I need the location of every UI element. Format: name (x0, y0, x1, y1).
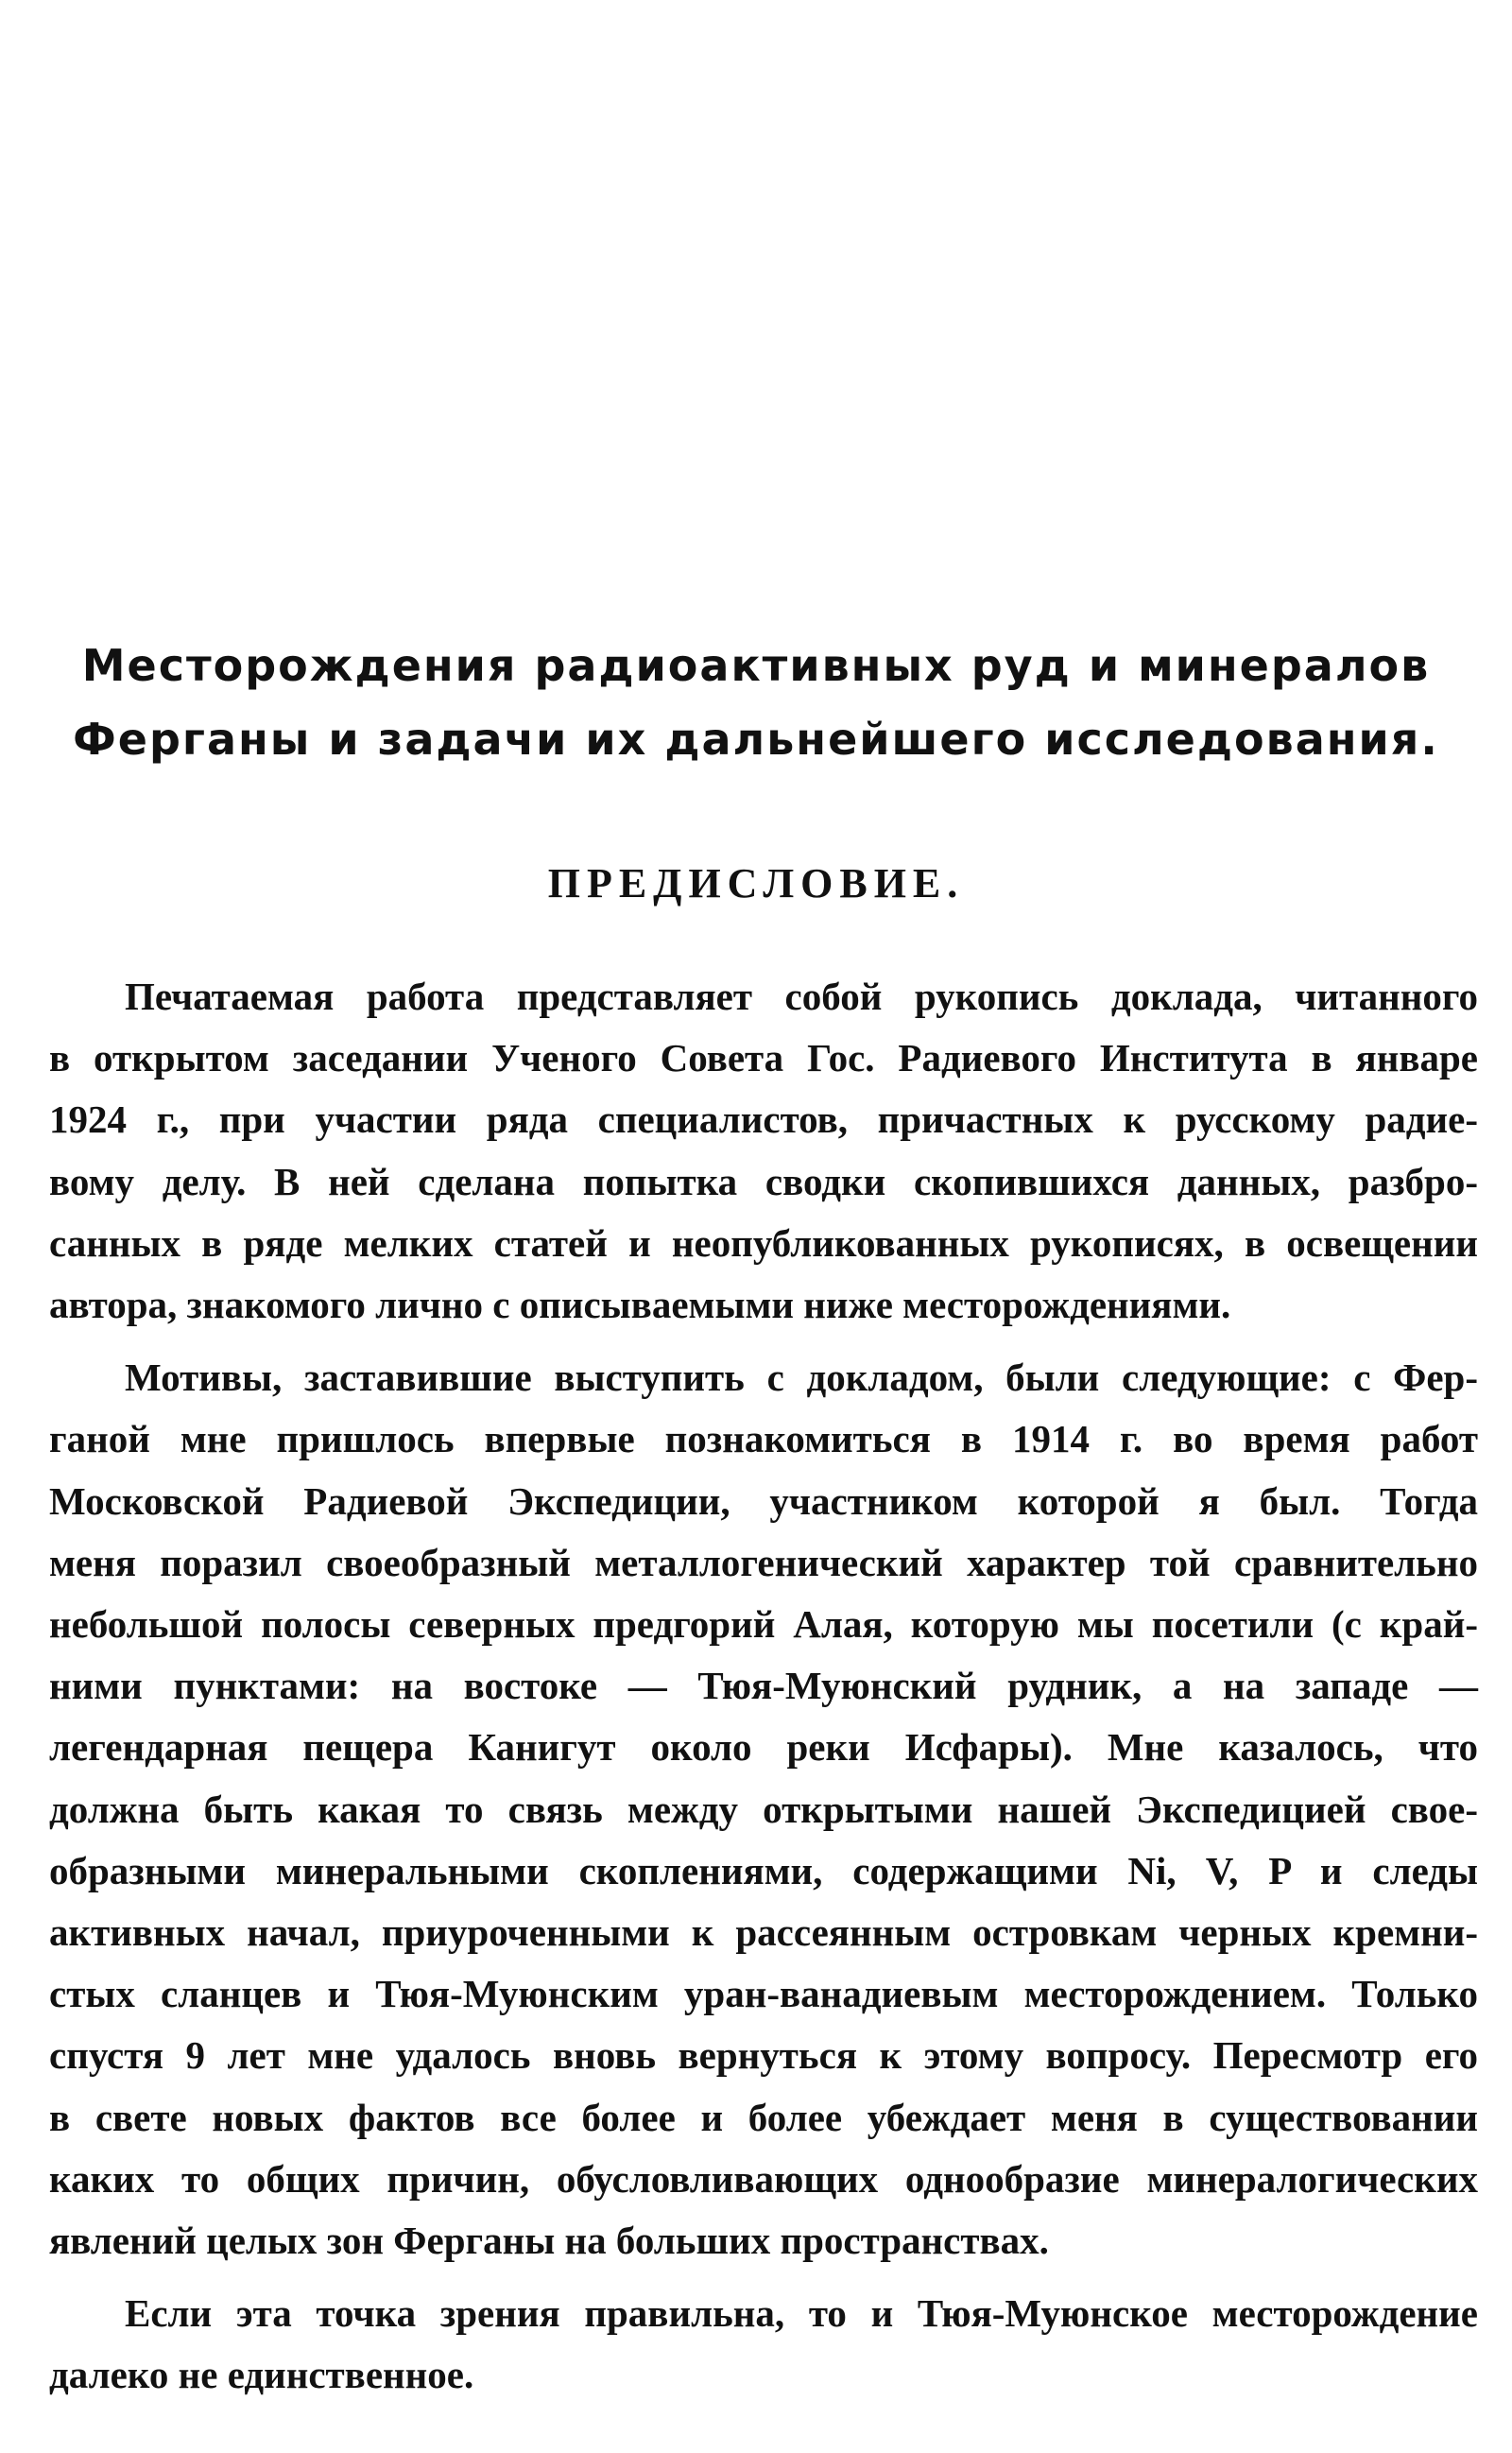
text-line: Московской Радиевой Экспедиции, участником которой я был. Тогда (49, 1478, 1478, 1523)
text-line: Мотивы, заставившие выступить с докладом, были следующие: с Фер- (125, 1356, 1478, 1400)
text-line: явлений целых зон Ферганы на больших пространствах. (49, 2219, 1049, 2263)
text-line: далеко не единственное. (49, 2353, 474, 2397)
text-line: ганой мне пришлось впервые познакомиться в 1914 г. во время работ (49, 1417, 1478, 1461)
text-line: стых сланцев и Тюя-Муюнским уран-ванадиевым месторождением. Только (49, 1972, 1478, 2016)
title-line-1: Месторождения радиоактивных руд и минералов (81, 640, 1431, 691)
title-line-2: Ферганы и задачи их дальнейшего исследования. (73, 714, 1439, 765)
text-line: каких то общих причин, обусловливающих однообразие минералогических (49, 2156, 1478, 2201)
text-line: спустя 9 лет мне удалось вновь вернуться к этому вопросу. Пересмотр его (49, 2033, 1478, 2078)
text-line: активных начал, приуроченными к рассеянным островкам черных кремни- (49, 1910, 1478, 1955)
text-line: в открытом заседании Ученого Совета Гос. Радиевого Института в январе (49, 1036, 1478, 1080)
text-line: Если эта точка зрения правильна, то и Тюя-Муюнское месторождение (125, 2291, 1478, 2336)
text-line: санных в ряде мелких статей и неопубликованных рукописях, в освещении (49, 1220, 1478, 1265)
text-line: легендарная пещера Канигут около реки Исфары). Мне казалось, что (49, 1725, 1478, 1770)
paragraph-3 (49, 2283, 1478, 2406)
text-line: вому делу. В ней сделана попытка сводки скопившихся данных, разбро- (49, 1159, 1478, 1203)
text-line: небольшой полосы северных предгорий Алая, которую мы посетили (с край- (49, 1602, 1478, 1647)
text-line: 1924 г., при участии ряда специалистов, причастных к русскому радие- (49, 1097, 1478, 1142)
document-title (38, 629, 1474, 776)
text-line: должна быть какая то связь между открытыми нашей Экспедицией свое- (49, 1787, 1478, 1831)
text-line: ними пунктами: на востоке — Тюя-Муюнский рудник, а на западе — (49, 1664, 1478, 1708)
paragraph-1 (49, 966, 1478, 1336)
text-line: Печатаемая работа представляет собой рукопись доклада, читанного (125, 975, 1478, 1018)
text-line: меня поразил своеобразный металлогенический характер той сравнительно (49, 1540, 1478, 1584)
paragraph-2 (49, 1347, 1478, 2272)
text-line: автора, знакомого лично с описываемыми ниже месторождениями. (49, 1283, 1231, 1327)
text-line: в свете новых фактов все более и более убеждает меня в существовании (49, 2095, 1478, 2139)
text-line: образными минеральными скоплениями, содержащими Ni, V, P и следы (49, 1848, 1478, 1892)
document-body (49, 966, 1478, 2418)
section-heading: ПРЕДИСЛОВИЕ. (547, 860, 965, 907)
